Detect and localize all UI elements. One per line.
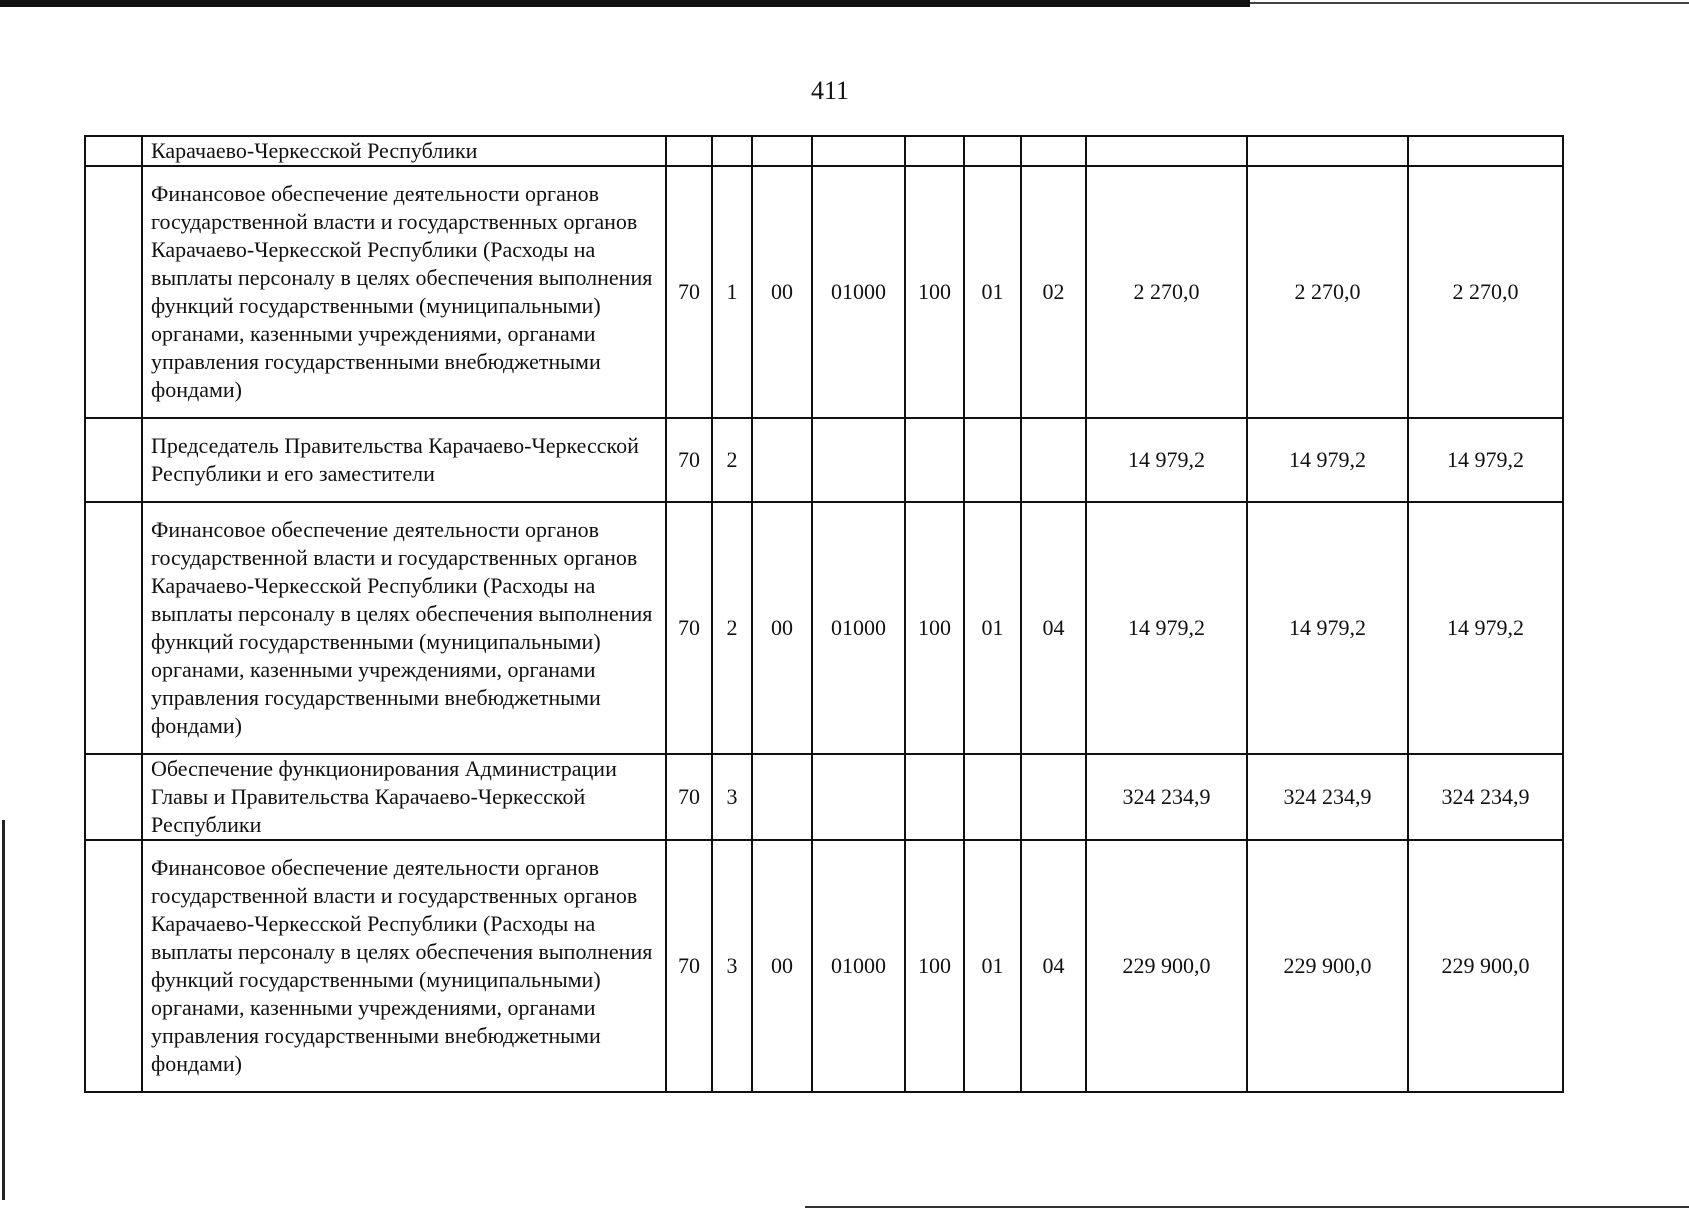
code-cell: 1	[712, 166, 752, 418]
code-cell: 00	[752, 502, 812, 754]
row-name-cell: Председатель Правительства Карачаево-Черкесской Республики и его заместители	[142, 418, 666, 502]
row-name-cell: Финансовое обеспечение деятельности органов государственной власти и государственных органов Карачаево-Черкесской Республики (Расходы на выплаты персоналу в целях обеспечения выполнения функций государственными (муниципальными) органами, казенными учреждениями, органами управления государственными внебюджетными фондами)	[142, 502, 666, 754]
row-index-cell	[85, 418, 142, 502]
row-name-cell: Карачаево-Черкесской Республики	[142, 136, 666, 166]
code-cell: 02	[1021, 166, 1086, 418]
code-cell: 2	[712, 418, 752, 502]
row-index-cell	[85, 754, 142, 840]
code-cell	[905, 418, 964, 502]
code-cell: 00	[752, 840, 812, 1092]
code-cell: 100	[905, 840, 964, 1092]
code-cell: 100	[905, 502, 964, 754]
amount-cell: 2 270,0	[1408, 166, 1563, 418]
row-index-cell	[85, 840, 142, 1092]
amount-cell	[1408, 136, 1563, 166]
code-cell	[712, 136, 752, 166]
table-row	[85, 502, 1563, 754]
amount-cell: 14 979,2	[1086, 418, 1247, 502]
row-name-cell: Финансовое обеспечение деятельности органов государственной власти и государственных органов Карачаево-Черкесской Республики (Расходы на выплаты персоналу в целях обеспечения выполнения функций государственными (муниципальными) органами, казенными учреждениями, органами управления государственными внебюджетными фондами)	[142, 840, 666, 1092]
code-cell: 01000	[812, 840, 905, 1092]
code-cell: 01	[964, 166, 1021, 418]
page-number: 411	[810, 76, 850, 105]
table-row	[85, 166, 1563, 418]
code-cell: 70	[666, 166, 712, 418]
table-row	[85, 840, 1563, 1092]
code-cell	[666, 136, 712, 166]
amount-cell: 229 900,0	[1247, 840, 1408, 1092]
code-cell	[812, 418, 905, 502]
code-cell: 100	[905, 166, 964, 418]
code-cell	[964, 136, 1021, 166]
scan-left-edge-mark	[2, 820, 5, 1200]
scan-top-thin-line	[1250, 2, 1689, 4]
budget-table	[84, 135, 1564, 1093]
code-cell	[752, 418, 812, 502]
row-index-cell	[85, 502, 142, 754]
amount-cell: 14 979,2	[1086, 502, 1247, 754]
amount-cell: 229 900,0	[1408, 840, 1563, 1092]
amount-cell: 14 979,2	[1247, 502, 1408, 754]
code-cell	[905, 136, 964, 166]
code-cell	[812, 136, 905, 166]
code-cell: 70	[666, 418, 712, 502]
code-cell	[1021, 418, 1086, 502]
code-cell	[752, 136, 812, 166]
code-cell: 04	[1021, 840, 1086, 1092]
code-cell: 2	[712, 502, 752, 754]
row-name-cell: Обеспечение функционирования Администрации Главы и Правительства Карачаево-Черкесской Республики	[142, 754, 666, 840]
amount-cell: 14 979,2	[1408, 418, 1563, 502]
amount-cell: 324 234,9	[1086, 754, 1247, 840]
amount-cell	[1086, 136, 1247, 166]
amount-cell: 2 270,0	[1086, 166, 1247, 418]
code-cell	[752, 754, 812, 840]
table-row	[85, 136, 1563, 166]
amount-cell: 14 979,2	[1408, 502, 1563, 754]
code-cell	[1021, 754, 1086, 840]
row-index-cell	[85, 166, 142, 418]
code-cell	[905, 754, 964, 840]
row-name-cell: Финансовое обеспечение деятельности органов государственной власти и государственных органов Карачаево-Черкесской Республики (Расходы на выплаты персоналу в целях обеспечения выполнения функций государственными (муниципальными) органами, казенными учреждениями, органами управления государственными внебюджетными фондами)	[142, 166, 666, 418]
code-cell	[1021, 136, 1086, 166]
table-row	[85, 754, 1563, 840]
code-cell	[964, 754, 1021, 840]
amount-cell: 324 234,9	[1408, 754, 1563, 840]
code-cell	[812, 754, 905, 840]
code-cell: 01	[964, 502, 1021, 754]
code-cell: 01	[964, 840, 1021, 1092]
amount-cell: 14 979,2	[1247, 418, 1408, 502]
code-cell: 70	[666, 502, 712, 754]
amount-cell: 324 234,9	[1247, 754, 1408, 840]
code-cell: 01000	[812, 502, 905, 754]
table-row	[85, 418, 1563, 502]
code-cell: 3	[712, 754, 752, 840]
code-cell: 3	[712, 840, 752, 1092]
code-cell: 04	[1021, 502, 1086, 754]
code-cell: 70	[666, 840, 712, 1092]
code-cell	[964, 418, 1021, 502]
code-cell: 01000	[812, 166, 905, 418]
code-cell: 00	[752, 166, 812, 418]
amount-cell	[1247, 136, 1408, 166]
amount-cell: 229 900,0	[1086, 840, 1247, 1092]
row-index-cell	[85, 136, 142, 166]
amount-cell: 2 270,0	[1247, 166, 1408, 418]
code-cell: 70	[666, 754, 712, 840]
scan-top-border	[0, 0, 1250, 7]
